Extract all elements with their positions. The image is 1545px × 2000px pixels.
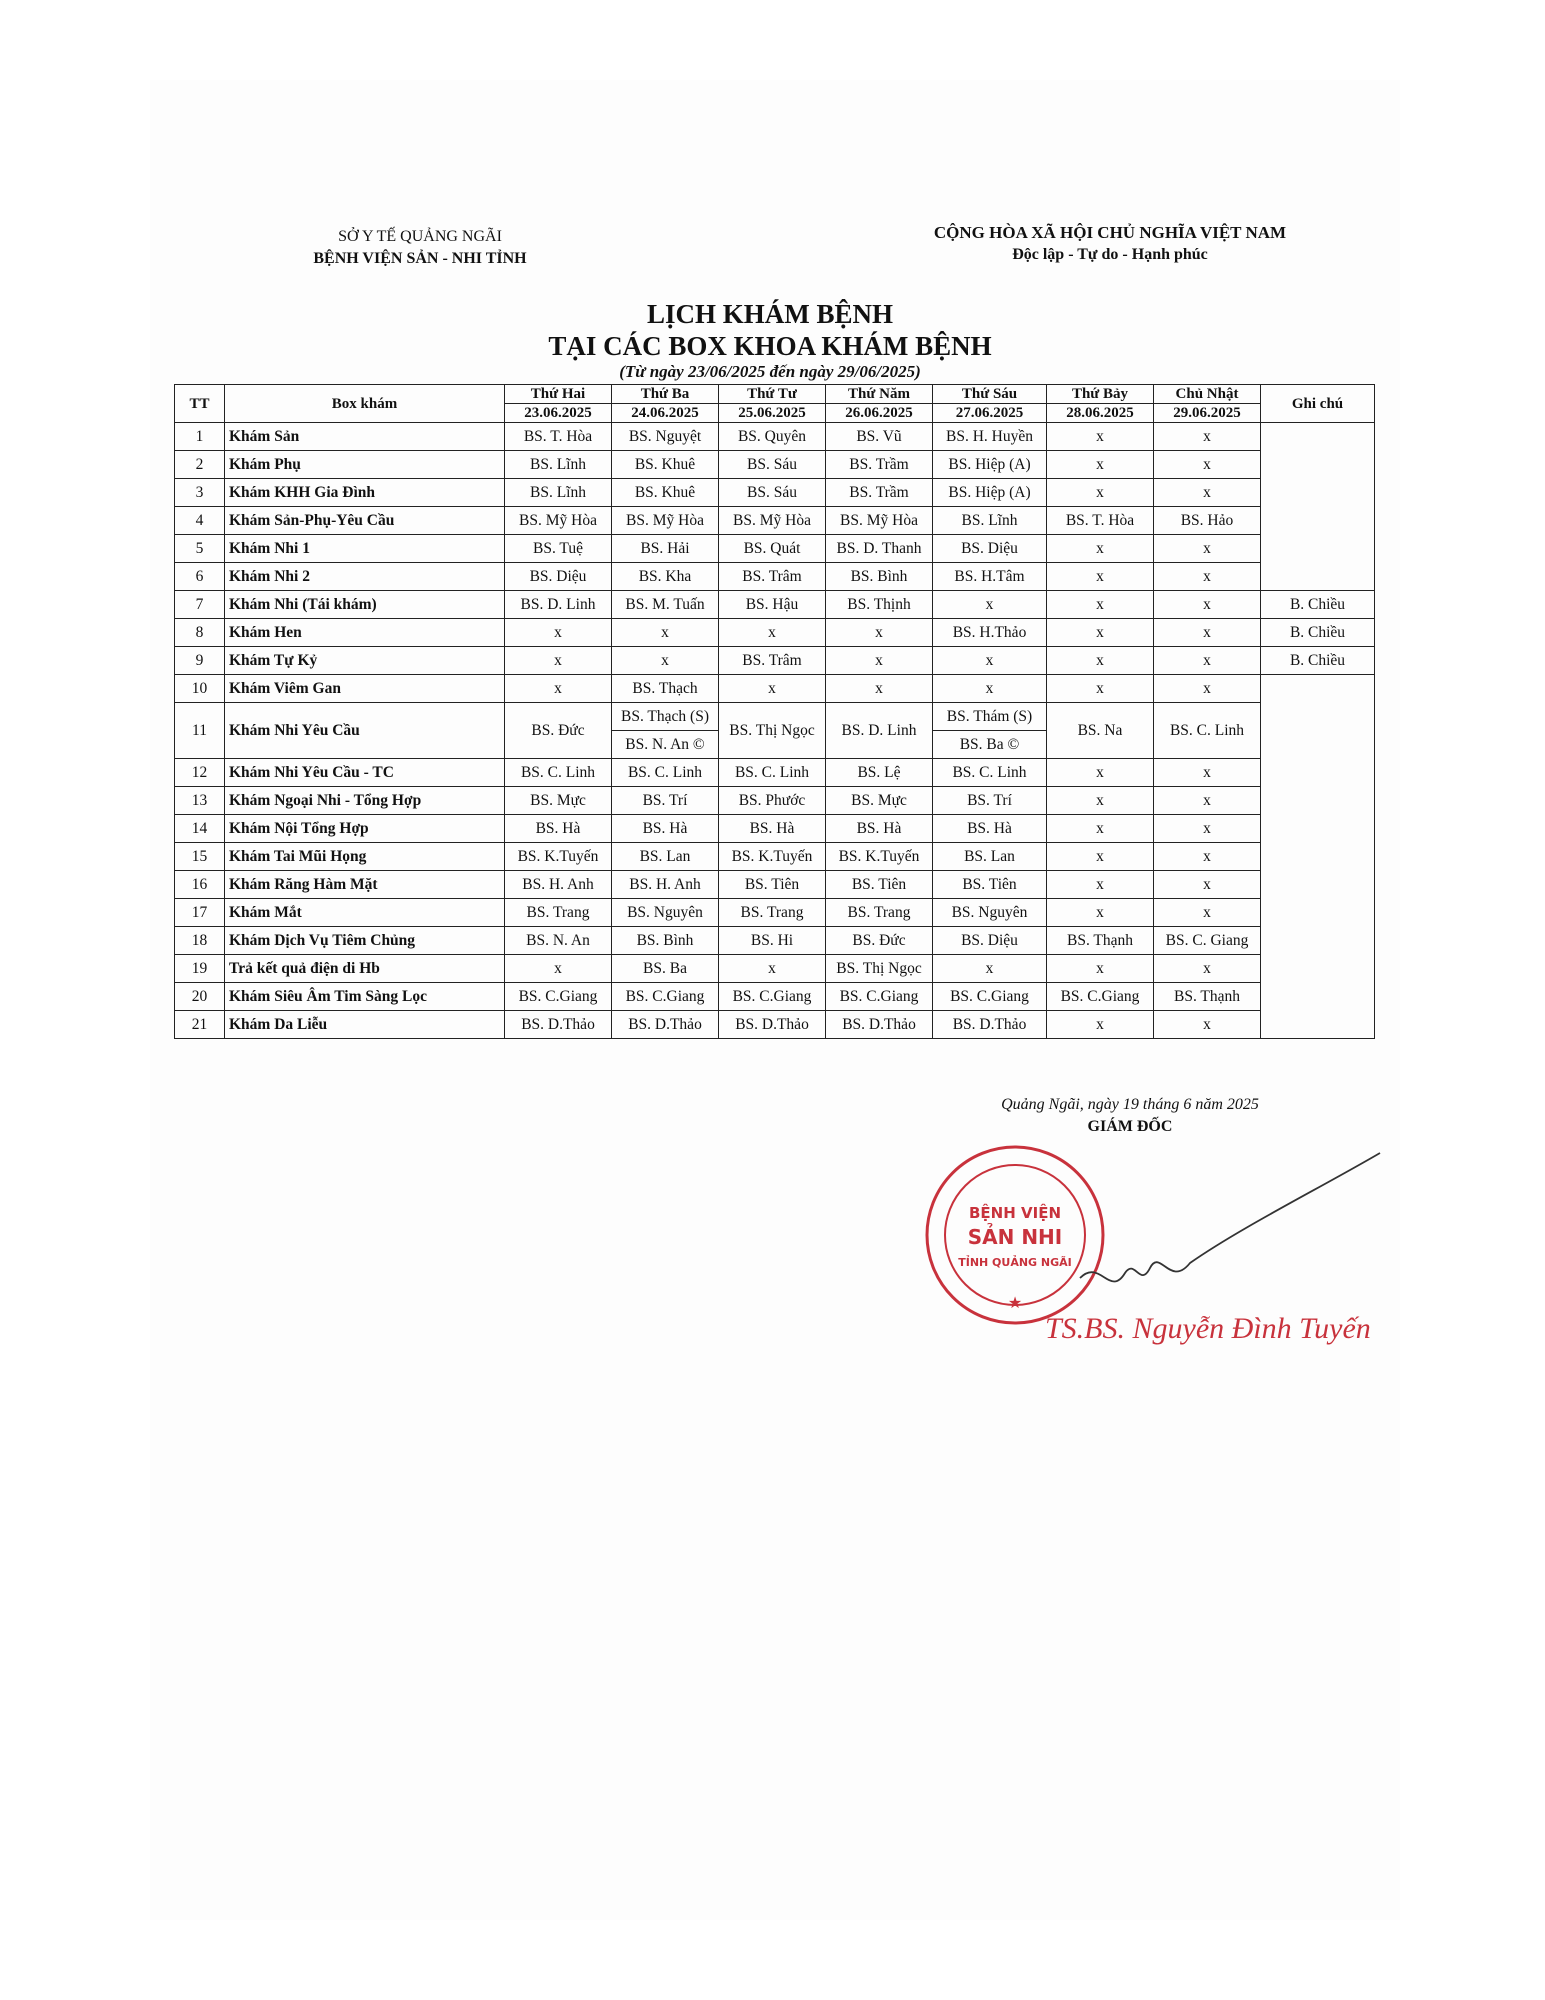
cell: BS. C. Linh (612, 759, 719, 787)
cell: BS. D.Thảo (826, 1011, 933, 1039)
header-day-date: 28.06.2025 (1047, 404, 1154, 423)
title-line2: TẠI CÁC BOX KHOA KHÁM BỆNH (548, 331, 992, 361)
cell: x (1154, 871, 1261, 899)
seal-line2: SẢN NHI (967, 1225, 1063, 1249)
table-row (175, 927, 1375, 955)
cell: BS. D. Linh (826, 703, 933, 759)
cell: BS. Lan (612, 843, 719, 871)
cell: x (826, 675, 933, 703)
cell: x (933, 647, 1047, 675)
cell: x (1154, 479, 1261, 507)
cell: BS. Hậu (719, 591, 826, 619)
row-box: Khám Dịch Vụ Tiêm Chủng (225, 927, 505, 955)
cell: BS. C. Giang (1154, 927, 1261, 955)
cell: BS. C.Giang (826, 983, 933, 1011)
row-tt: 15 (175, 843, 225, 871)
row-tt: 17 (175, 899, 225, 927)
cell: x (1047, 871, 1154, 899)
cell: BS. Bình (612, 927, 719, 955)
cell: BS. Trâm (719, 563, 826, 591)
cell: x (1047, 423, 1154, 451)
cell: BS. Lan (933, 843, 1047, 871)
row-tt: 9 (175, 647, 225, 675)
cell: BS. K.Tuyến (826, 843, 933, 871)
row-tt: 5 (175, 535, 225, 563)
svg-text:★: ★ (1007, 1295, 1023, 1312)
cell: x (1047, 451, 1154, 479)
row-tt: 20 (175, 983, 225, 1011)
cell: BS. Trầm (826, 479, 933, 507)
cell: BS. Ba © (933, 731, 1047, 759)
cell: BS. Thạnh (1047, 927, 1154, 955)
cell: BS. Thạnh (1154, 983, 1261, 1011)
header-day-date: 27.06.2025 (933, 404, 1047, 423)
row-box: Khám Nội Tổng Hợp (225, 815, 505, 843)
cell: BS. Trí (612, 787, 719, 815)
row-box: Khám Da Liễu (225, 1011, 505, 1039)
note-cell: B. Chiều (1261, 591, 1375, 619)
cell: x (505, 647, 612, 675)
note-cell: B. Chiều (1261, 647, 1375, 675)
header-row (175, 385, 1375, 404)
cell: x (1154, 815, 1261, 843)
table-row (175, 591, 1375, 619)
cell: BS. Hà (933, 815, 1047, 843)
row-tt: 14 (175, 815, 225, 843)
cell: BS. Lệ (826, 759, 933, 787)
header-day-name: Thứ Bảy (1047, 385, 1154, 404)
header-day-name: Thứ Hai (505, 385, 612, 404)
table-row (175, 535, 1375, 563)
cell: x (719, 619, 826, 647)
cell: x (1154, 563, 1261, 591)
cell: BS. Trang (505, 899, 612, 927)
national-header (880, 222, 1340, 266)
row-box: Khám Tự Kỷ (225, 647, 505, 675)
cell: BS. Thị Ngọc (719, 703, 826, 759)
row-box: Khám Ngoại Nhi - Tổng Hợp (225, 787, 505, 815)
row-box: Khám Nhi 1 (225, 535, 505, 563)
cell: BS. Nguyệt (612, 423, 719, 451)
row-box: Khám KHH Gia Đình (225, 479, 505, 507)
cell: x (1154, 1011, 1261, 1039)
note-cell-empty (1261, 675, 1375, 1039)
cell: x (1154, 619, 1261, 647)
cell: x (1154, 647, 1261, 675)
cell: BS. D.Thảo (612, 1011, 719, 1039)
cell: BS. Thị Ngọc (826, 955, 933, 983)
cell: BS. Nguyên (612, 899, 719, 927)
cell: BS. Hi (719, 927, 826, 955)
cell: x (1047, 787, 1154, 815)
row-tt: 6 (175, 563, 225, 591)
cell: x (612, 647, 719, 675)
note-cell: B. Chiều (1261, 619, 1375, 647)
cell: x (1154, 955, 1261, 983)
agency-name: BỆNH VIỆN SẢN - NHI TỈNH (313, 250, 527, 267)
cell: BS. Diệu (505, 563, 612, 591)
cell: BS. Kha (612, 563, 719, 591)
cell: BS. H. Anh (612, 871, 719, 899)
cell: BS. Thám (S) (933, 703, 1047, 731)
cell: BS. Hà (719, 815, 826, 843)
cell: BS. C.Giang (612, 983, 719, 1011)
cell: x (1154, 675, 1261, 703)
table-row (175, 899, 1375, 927)
table-row (175, 619, 1375, 647)
row-tt: 10 (175, 675, 225, 703)
row-box: Trả kết quả điện di Hb (225, 955, 505, 983)
cell: BS. M. Tuấn (612, 591, 719, 619)
cell: x (1154, 535, 1261, 563)
row-tt: 3 (175, 479, 225, 507)
cell: BS. Mực (505, 787, 612, 815)
cell: x (1154, 591, 1261, 619)
cell: BS. C. Linh (719, 759, 826, 787)
table-row (175, 507, 1375, 535)
row-tt: 1 (175, 423, 225, 451)
table-row (175, 423, 1375, 451)
cell: x (719, 955, 826, 983)
cell: BS. C.Giang (719, 983, 826, 1011)
cell: BS. Khuê (612, 451, 719, 479)
cell: BS. Lĩnh (933, 507, 1047, 535)
cell: BS. Đức (505, 703, 612, 759)
cell: BS. N. An (505, 927, 612, 955)
cell: BS. C.Giang (1047, 983, 1154, 1011)
row-box: Khám Răng Hàm Mặt (225, 871, 505, 899)
cell: x (1047, 815, 1154, 843)
header-tt: TT (175, 385, 225, 423)
header-day-name: Thứ Ba (612, 385, 719, 404)
note-cell (1261, 423, 1375, 591)
date-range: (Từ ngày 23/06/2025 đến ngày 29/06/2025) (619, 362, 921, 381)
cell: BS. Lĩnh (505, 451, 612, 479)
cell: BS. Tiên (826, 871, 933, 899)
cell: BS. Mỹ Hòa (719, 507, 826, 535)
row-box: Khám Tai Mũi Họng (225, 843, 505, 871)
cell: x (1047, 1011, 1154, 1039)
cell: x (1154, 759, 1261, 787)
cell: BS. Trí (933, 787, 1047, 815)
cell: BS. C.Giang (505, 983, 612, 1011)
row-box: Khám Hen (225, 619, 505, 647)
cell: x (505, 675, 612, 703)
cell: BS. Quát (719, 535, 826, 563)
cell: BS. N. An © (612, 731, 719, 759)
cell: BS. T. Hòa (1047, 507, 1154, 535)
row-tt: 13 (175, 787, 225, 815)
cell: BS. Hảo (1154, 507, 1261, 535)
cell: x (933, 955, 1047, 983)
header-note: Ghi chú (1261, 385, 1375, 423)
row-box: Khám Sản (225, 423, 505, 451)
header-day-name: Thứ Sáu (933, 385, 1047, 404)
cell: BS. Trang (826, 899, 933, 927)
cell: BS. Khuê (612, 479, 719, 507)
cell: BS. Hà (612, 815, 719, 843)
cell: BS. K.Tuyến (719, 843, 826, 871)
cell: x (1047, 899, 1154, 927)
cell: BS. Vũ (826, 423, 933, 451)
row-tt: 12 (175, 759, 225, 787)
header-day-name: Thứ Tư (719, 385, 826, 404)
cell: BS. D.Thảo (505, 1011, 612, 1039)
cell: BS. Hải (612, 535, 719, 563)
cell: x (826, 619, 933, 647)
table-row (175, 1011, 1375, 1039)
cell: BS. Nguyên (933, 899, 1047, 927)
cell: BS. Diệu (933, 927, 1047, 955)
cell: BS. Thạch (612, 675, 719, 703)
cell: BS. Bình (826, 563, 933, 591)
cell: BS. Mỹ Hòa (826, 507, 933, 535)
cell: BS. Tiên (933, 871, 1047, 899)
row-box: Khám Nhi 2 (225, 563, 505, 591)
cell: x (1047, 759, 1154, 787)
table-row (175, 955, 1375, 983)
cell: BS. C.Giang (933, 983, 1047, 1011)
table-row (175, 759, 1375, 787)
cell: BS. T. Hòa (505, 423, 612, 451)
cell: BS. Mỹ Hòa (612, 507, 719, 535)
cell: x (1154, 787, 1261, 815)
cell: x (505, 955, 612, 983)
cell: x (719, 675, 826, 703)
cell: BS. Tiên (719, 871, 826, 899)
seal-line1: BỆNH VIỆN (969, 1204, 1061, 1222)
header-day-date: 24.06.2025 (612, 404, 719, 423)
cell: BS. Quyên (719, 423, 826, 451)
cell: BS. D.Thảo (933, 1011, 1047, 1039)
cell: BS. H.Thảo (933, 619, 1047, 647)
cell: BS. H.Tâm (933, 563, 1047, 591)
cell: x (505, 619, 612, 647)
cell: x (1047, 563, 1154, 591)
signing-date: Quảng Ngãi, ngày 19 tháng 6 năm 2025 (1001, 1096, 1259, 1113)
header-day-date: 29.06.2025 (1154, 404, 1261, 423)
cell: x (933, 675, 1047, 703)
row-tt: 16 (175, 871, 225, 899)
cell: BS. D.Thảo (719, 1011, 826, 1039)
cell: x (612, 619, 719, 647)
cell: x (1154, 899, 1261, 927)
cell: x (1047, 843, 1154, 871)
cell: BS. Mỹ Hòa (505, 507, 612, 535)
table-row (175, 479, 1375, 507)
cell: x (1154, 423, 1261, 451)
agency-header (270, 226, 570, 270)
signature-icon (1040, 1148, 1400, 1348)
cell: BS. K.Tuyến (505, 843, 612, 871)
header-box: Box khám (225, 385, 505, 423)
cell: BS. Đức (826, 927, 933, 955)
row-box: Khám Siêu Âm Tim Sàng Lọc (225, 983, 505, 1011)
document-title (440, 298, 1100, 362)
cell: BS. Trâm (719, 647, 826, 675)
table-row (175, 563, 1375, 591)
cell: x (1047, 479, 1154, 507)
cell: BS. Tuệ (505, 535, 612, 563)
cell: BS. Trầm (826, 451, 933, 479)
row-box: Khám Phụ (225, 451, 505, 479)
cell: BS. Hà (826, 815, 933, 843)
agency-parent: SỞ Y TẾ QUẢNG NGÃI (338, 228, 502, 245)
row-box: Khám Nhi Yêu Cầu (225, 703, 505, 759)
row-tt: 2 (175, 451, 225, 479)
row-box: Khám Nhi Yêu Cầu - TC (225, 759, 505, 787)
cell: BS. Hiệp (A) (933, 479, 1047, 507)
schedule-table (174, 384, 1375, 1039)
table-row (175, 675, 1375, 703)
row-tt: 18 (175, 927, 225, 955)
cell: x (826, 647, 933, 675)
cell: x (1047, 647, 1154, 675)
cell: BS. Trang (719, 899, 826, 927)
cell: x (1047, 619, 1154, 647)
seal-line3: TỈNH QUẢNG NGÃI (958, 1256, 1072, 1269)
cell: BS. Hà (505, 815, 612, 843)
cell: x (1154, 843, 1261, 871)
cell: BS. Thịnh (826, 591, 933, 619)
row-box: Khám Nhi (Tái khám) (225, 591, 505, 619)
cell: BS. H. Anh (505, 871, 612, 899)
row-box: Khám Sản-Phụ-Yêu Cầu (225, 507, 505, 535)
cell: x (933, 591, 1047, 619)
row-tt: 4 (175, 507, 225, 535)
table-row (175, 871, 1375, 899)
row-tt: 19 (175, 955, 225, 983)
cell: BS. Lĩnh (505, 479, 612, 507)
signer-role: GIÁM ĐỐC (1087, 1118, 1173, 1135)
cell: BS. Thạch (S) (612, 703, 719, 731)
header-day-name: Thứ Năm (826, 385, 933, 404)
row-tt: 8 (175, 619, 225, 647)
cell: BS. D. Linh (505, 591, 612, 619)
cell: BS. Ba (612, 955, 719, 983)
row-tt: 21 (175, 1011, 225, 1039)
cell: BS. Mực (826, 787, 933, 815)
header-day-name: Chủ Nhật (1154, 385, 1261, 404)
title-line1: LỊCH KHÁM BỆNH (646, 299, 894, 329)
row-tt: 11 (175, 703, 225, 759)
table-row (175, 843, 1375, 871)
cell: BS. C. Linh (933, 759, 1047, 787)
cell: BS. C. Linh (505, 759, 612, 787)
table-row (175, 815, 1375, 843)
table-row (175, 451, 1375, 479)
cell: x (1047, 535, 1154, 563)
table-row (175, 703, 1375, 731)
cell: x (1047, 955, 1154, 983)
cell: BS. Hiệp (A) (933, 451, 1047, 479)
table-row (175, 647, 1375, 675)
national-title: CỘNG HÒA XÃ HỘI CHỦ NGHĨA VIỆT NAM (933, 223, 1287, 242)
row-box: Khám Viêm Gan (225, 675, 505, 703)
cell: x (1047, 591, 1154, 619)
header-day-date: 25.06.2025 (719, 404, 826, 423)
schedule-body (175, 423, 1375, 1039)
cell: x (1154, 451, 1261, 479)
header-day-date: 26.06.2025 (826, 404, 933, 423)
cell: x (1047, 675, 1154, 703)
cell: BS. D. Thanh (826, 535, 933, 563)
row-box: Khám Mắt (225, 899, 505, 927)
table-row (175, 787, 1375, 815)
cell: BS. Phước (719, 787, 826, 815)
cell: BS. Sáu (719, 451, 826, 479)
cell: BS. Na (1047, 703, 1154, 759)
cell: BS. C. Linh (1154, 703, 1261, 759)
cell: BS. H. Huyền (933, 423, 1047, 451)
row-tt: 7 (175, 591, 225, 619)
table-row (175, 983, 1375, 1011)
national-motto: Độc lập - Tự do - Hạnh phúc (1012, 246, 1208, 263)
signer-name: TS.BS. Nguyễn Đình Tuyến (1045, 1312, 1371, 1345)
cell: BS. Sáu (719, 479, 826, 507)
cell: BS. Diệu (933, 535, 1047, 563)
header-day-date: 23.06.2025 (505, 404, 612, 423)
